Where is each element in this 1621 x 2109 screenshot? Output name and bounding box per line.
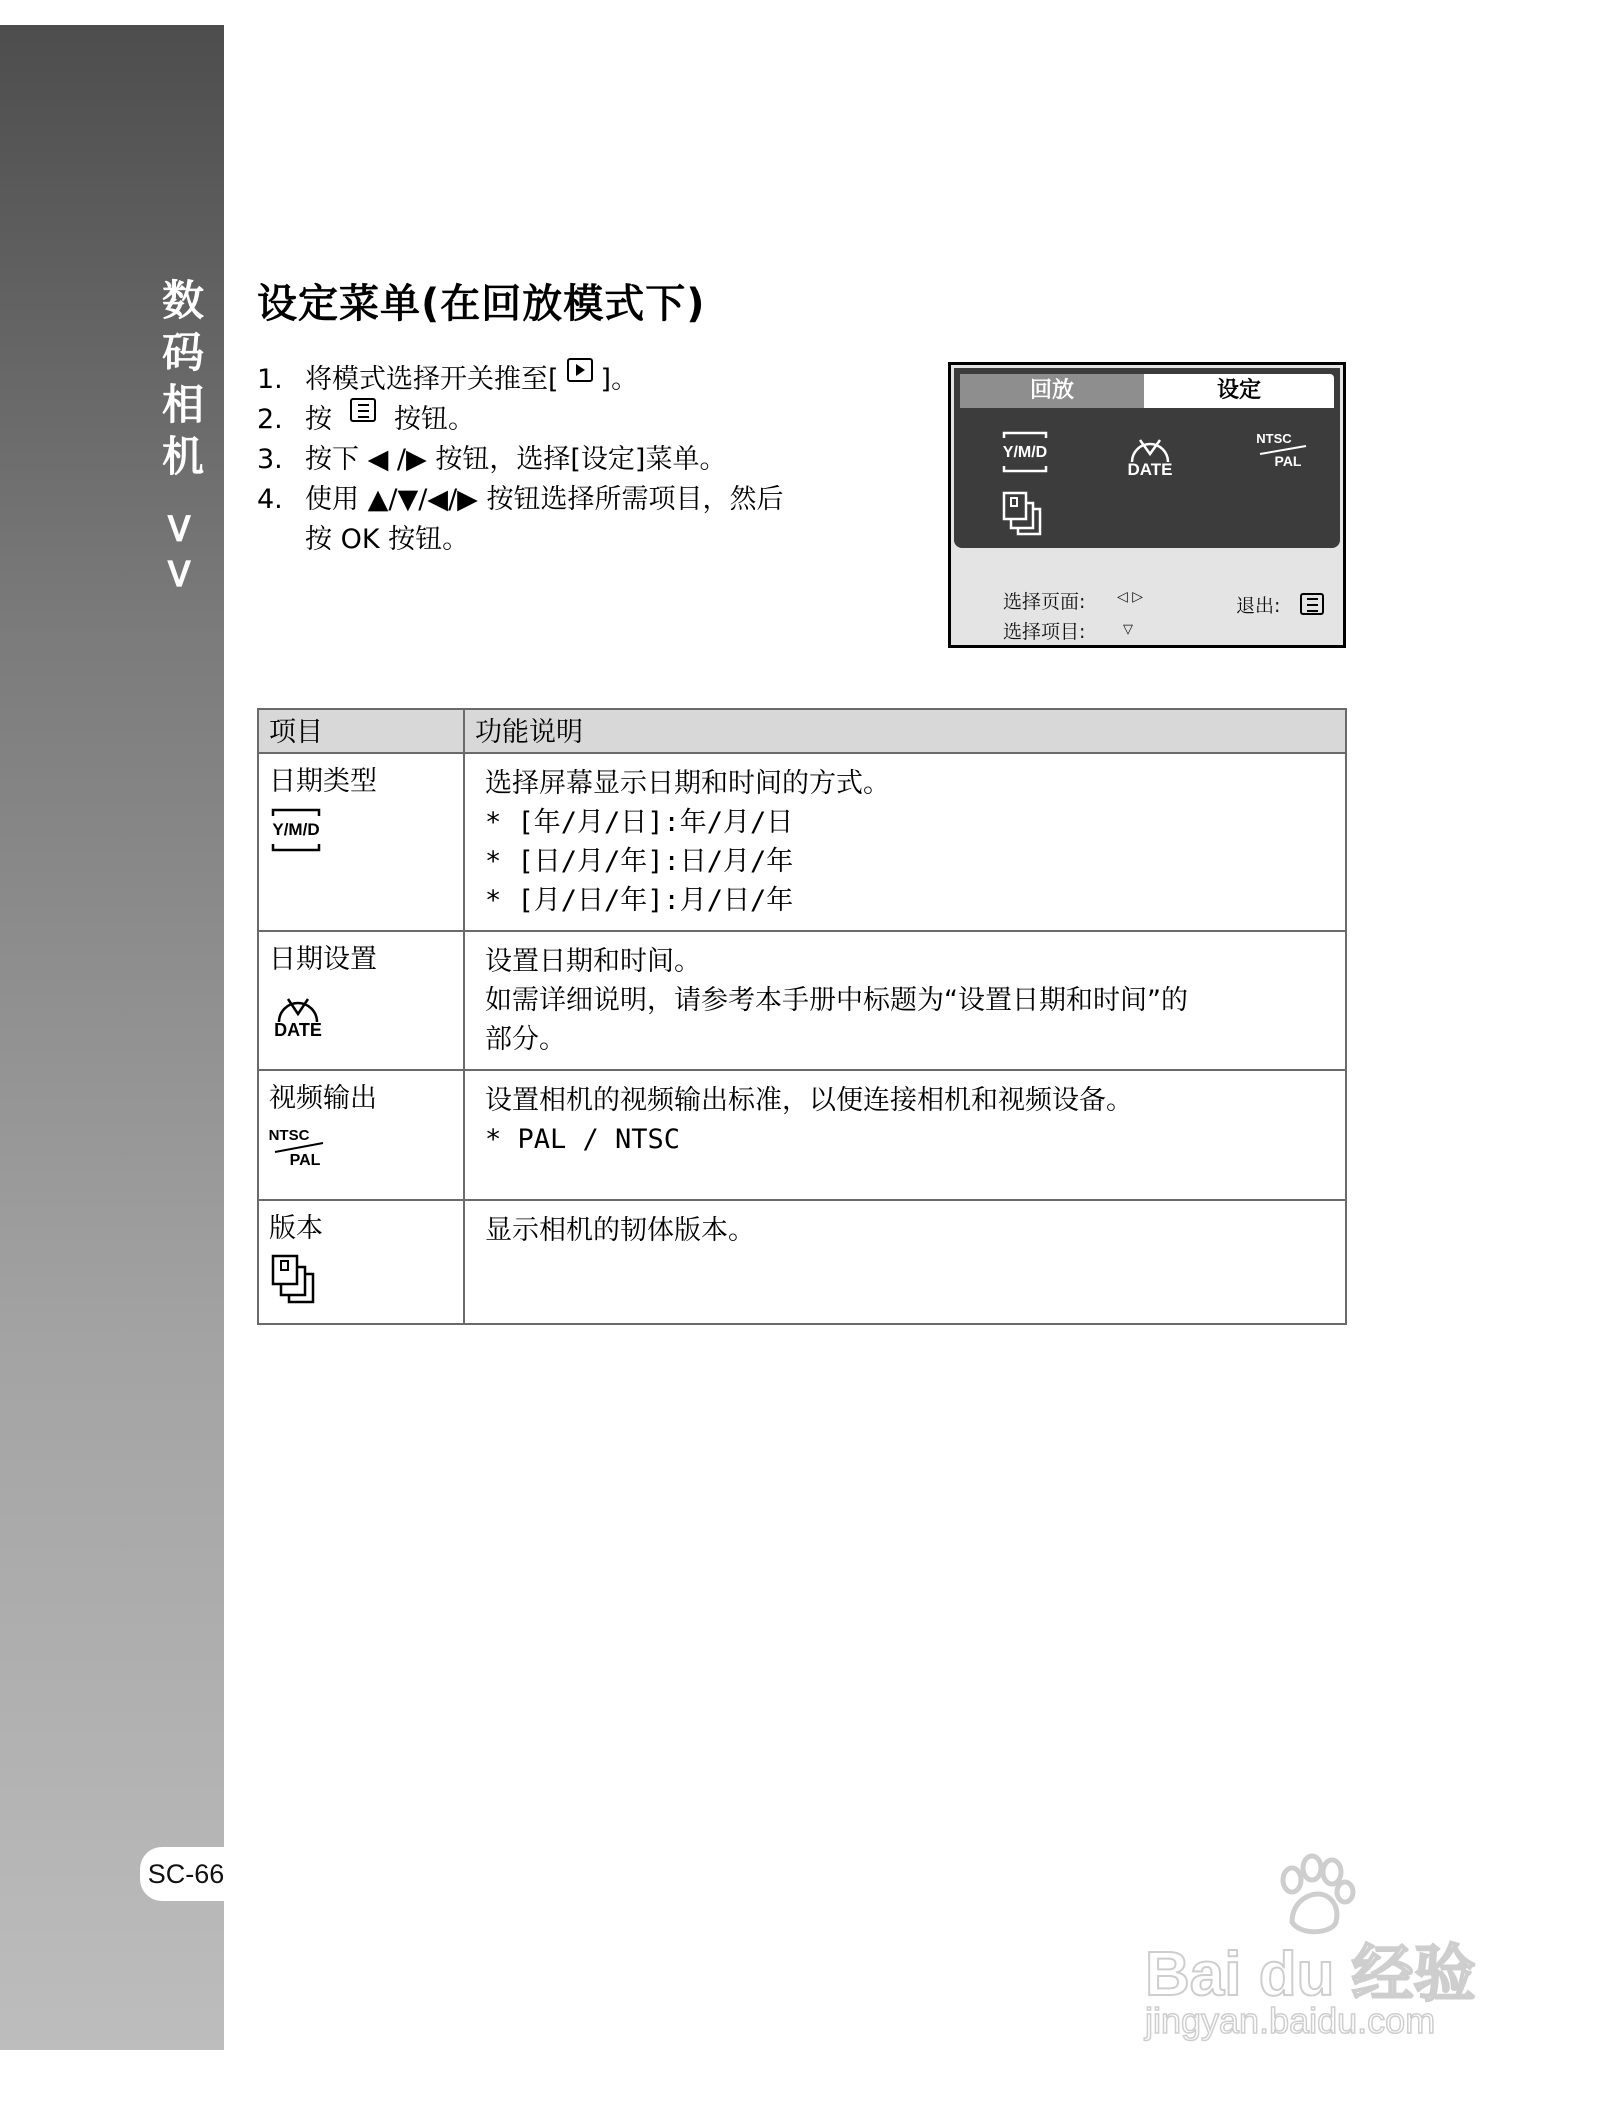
exit-label: 退出: bbox=[1236, 595, 1281, 617]
table-row bbox=[258, 1070, 1346, 1200]
menu-button-icon bbox=[350, 398, 376, 422]
item-name: 视频输出 bbox=[269, 1083, 377, 1114]
version-icon[interactable] bbox=[1000, 490, 1046, 536]
item-cell bbox=[258, 931, 464, 1070]
camera-lcd-screen bbox=[948, 362, 1346, 648]
svg-text:PAL: PAL bbox=[289, 1152, 321, 1169]
function-table bbox=[257, 708, 1347, 1325]
table-row bbox=[258, 1200, 1346, 1324]
watermark-logo-text: Bai du 经验 bbox=[1145, 1940, 1476, 2009]
svg-text:Y/M/D: Y/M/D bbox=[272, 820, 320, 839]
svg-text:NTSC: NTSC bbox=[1256, 431, 1292, 446]
description-cell: 选择屏幕显示日期和时间的方式。 * [年/月/日]:年/月/日 * [日/月/年]:日/月/年 * [月/日/年]:月/日/年 bbox=[464, 753, 1346, 931]
description-cell: 设置日期和时间。 如需详细说明，请参考本手册中标题为“设置日期和时间”的 部分。 bbox=[464, 931, 1346, 1070]
table-row bbox=[258, 753, 1346, 931]
description-cell: 显示相机的韧体版本。 bbox=[464, 1200, 1346, 1324]
table-row bbox=[258, 931, 1346, 1070]
step-4-continued: 按 OK 按钮。 bbox=[305, 524, 470, 555]
ntsc-pal-icon[interactable] bbox=[1254, 428, 1310, 472]
playback-mode-icon bbox=[567, 358, 593, 382]
tab-playback[interactable]: 回放 bbox=[960, 374, 1144, 408]
page-title: 设定菜单(在回放模式下) bbox=[257, 281, 706, 327]
svg-text:Y/M/D: Y/M/D bbox=[1002, 444, 1048, 461]
svg-text:NTSC: NTSC bbox=[269, 1127, 310, 1144]
item-cell bbox=[258, 753, 464, 931]
sidebar-title: 数码相机 >> bbox=[156, 278, 205, 602]
svg-text:DATE: DATE bbox=[1127, 460, 1173, 478]
ymd-icon bbox=[269, 806, 323, 854]
ntsc-pal-icon bbox=[269, 1123, 329, 1171]
exit-menu-icon bbox=[1300, 593, 1324, 615]
date-icon[interactable] bbox=[1122, 426, 1178, 478]
watermark-url: jingyan.baidu.com bbox=[1145, 2000, 1436, 2041]
item-cell bbox=[258, 1070, 464, 1200]
description-cell: 设置相机的视频输出标准，以便连接相机和视频设备。 * PAL / NTSC bbox=[464, 1070, 1346, 1200]
item-name: 版本 bbox=[269, 1213, 323, 1244]
table-header-row bbox=[258, 709, 1346, 753]
watermark bbox=[1135, 1850, 1515, 2050]
item-name: 日期类型 bbox=[269, 766, 377, 797]
item-name: 日期设置 bbox=[269, 944, 377, 975]
svg-text:PAL: PAL bbox=[1274, 453, 1302, 469]
item-arrow-icon: ▽ bbox=[1123, 622, 1133, 637]
svg-text:DATE: DATE bbox=[274, 1020, 322, 1040]
step-3: 3. 按下 ◀ /▶ 按钮，选择[设定]菜单。 bbox=[257, 444, 727, 475]
select-item-label: 选择项目: bbox=[1003, 621, 1086, 643]
tab-setup[interactable]: 设定 bbox=[1144, 374, 1334, 408]
page-number: SC-66 bbox=[140, 1847, 232, 1901]
instruction-steps bbox=[257, 360, 897, 560]
step-4: 4. 使用 ▲/▼/◀/▶ 按钮选择所需项目，然后 bbox=[257, 484, 784, 515]
step-1: 1. 将模式选择开关推至[ ]。 bbox=[257, 360, 897, 400]
column-header-description: 功能说明 bbox=[464, 709, 1346, 753]
version-icon bbox=[269, 1253, 321, 1305]
column-header-item: 项目 bbox=[258, 709, 464, 753]
ymd-icon[interactable] bbox=[998, 430, 1052, 474]
select-page-label: 选择页面: bbox=[1003, 591, 1086, 613]
lcd-menu-panel bbox=[954, 368, 1340, 548]
page-arrows-icon: ◁ ▷ bbox=[1117, 589, 1143, 605]
item-cell bbox=[258, 1200, 464, 1324]
date-icon bbox=[269, 984, 327, 1040]
step-2: 2. 按 按钮。 bbox=[257, 400, 897, 440]
